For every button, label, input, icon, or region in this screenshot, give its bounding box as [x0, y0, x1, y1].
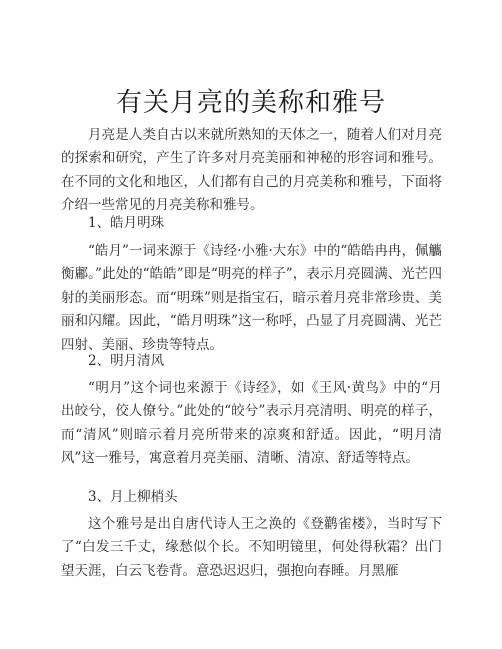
section-heading-3: 3、月上柳梢头: [88, 489, 178, 505]
section-heading-2: 2、明月清风: [88, 353, 165, 369]
document-title: 有关月亮的美称和雅号: [115, 88, 386, 118]
section-heading-1: 1、皓月明珠: [88, 215, 165, 231]
section-body-2: “明月”这个词也来源于《诗经》，如《王风·黄鸟》中的“月出皎兮，佼人僚兮。”此处的“皎兮”表示月亮清明、明亮的样子，而“清风”则暗示着月亮所带来的凉爽和舒适。因此，“明月清风”这一雅号，寓意着月亮美丽、清晰、清凉、舒适等特点。: [61, 380, 442, 467]
section-body-1: “皓月”一词来源于《诗经·小雅·大东》中的“皓皓冉冉，佩觿衡鄘。”此处的“皓皓”即是“明亮的样子”，表示月亮圆满、光芒四射的美丽形态。而“明珠”则是指宝石，暗示着月亮非常珍贵、美丽和闪耀。因此，“皓月明珠”这一称呼，凸显了月亮圆满、光芒四射、美丽、珍贵等特点。: [61, 243, 442, 353]
intro-paragraph: 月亮是人类自古以来就所熟知的天体之一，随着人们对月亮的探索和研究，产生了许多对月亮美丽和神秘的形容词和雅号。在不同的文化和地区，人们都有自己的月亮美称和雅号，下面将介绍一些常见的月亮美称和雅号。: [61, 127, 442, 214]
section-body-3: 这个雅号是出自唐代诗人王之涣的《登鹳雀楼》，当时写下了“白发三千丈，缘愁似个长。不知明镜里，何处得秋霜？出门望天涯，白云飞卷背。意恐迟迟归，强抱向春睡。月黑雁: [61, 516, 442, 579]
